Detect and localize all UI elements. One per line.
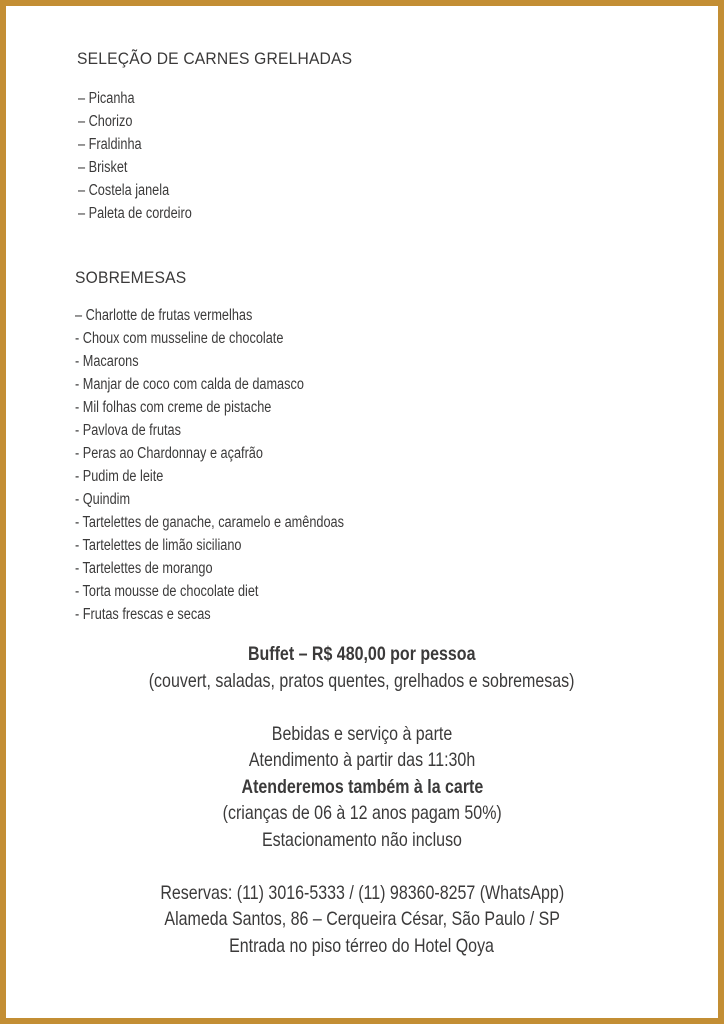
meat-item: – Chorizo bbox=[78, 113, 133, 130]
a-la-carte-note: Atenderemos também à la carte bbox=[241, 775, 483, 798]
dessert-item: – Charlotte de frutas vermelhas bbox=[75, 307, 253, 324]
buffet-price: Buffet – R$ 480,00 por pessoa bbox=[248, 643, 476, 665]
spacer bbox=[0, 853, 724, 880]
dessert-item: - Quindim bbox=[75, 491, 131, 508]
children-pricing-note: (crianças de 06 à 12 anos pagam 50%) bbox=[222, 802, 502, 824]
drinks-note: Bebidas e serviço à parte bbox=[271, 722, 453, 745]
spacer bbox=[0, 694, 724, 721]
entrance-note: Entrada no piso térreo do Hotel Qoya bbox=[229, 934, 495, 957]
dessert-item: - Choux com musseline de chocolate bbox=[75, 330, 284, 347]
dessert-item: - Mil folhas com creme de pistache bbox=[75, 399, 272, 416]
meats-list bbox=[78, 87, 217, 225]
dessert-item: - Macarons bbox=[75, 353, 139, 370]
dessert-item: - Frutas frescas e secas bbox=[75, 606, 211, 623]
pricing-info-block bbox=[0, 641, 724, 959]
meat-item: – Picanha bbox=[78, 90, 135, 107]
parking-note: Estacionamento não incluso bbox=[261, 828, 463, 851]
desserts-section-title bbox=[75, 268, 196, 288]
dessert-item: - Pavlova de frutas bbox=[75, 422, 181, 439]
dessert-item: - Pudim de leite bbox=[75, 468, 164, 485]
dessert-item: - Tartelettes de limão siciliano bbox=[75, 537, 242, 554]
meats-section-title bbox=[77, 49, 376, 69]
dessert-item: - Peras ao Chardonnay e açafrão bbox=[75, 445, 263, 462]
buffet-includes: (couvert, saladas, pratos quentes, grelhados e sobremesas) bbox=[149, 669, 575, 692]
reservations-phone: Reservas: (11) 3016-5333 / (11) 98360-8257 (WhatsApp) bbox=[160, 881, 564, 904]
meat-item: – Paleta de cordeiro bbox=[78, 205, 192, 222]
desserts-list bbox=[75, 304, 403, 626]
meat-item: – Brisket bbox=[78, 159, 128, 176]
dessert-item: - Torta mousse de chocolate diet bbox=[75, 583, 259, 600]
dessert-item: - Tartelettes de morango bbox=[75, 560, 213, 577]
meat-item: – Costela janela bbox=[78, 182, 170, 199]
meats-title-text: SELEÇÃO DE CARNES GRELHADAS bbox=[77, 49, 353, 68]
opening-hours: Atendimento à partir das 11:30h bbox=[248, 749, 476, 771]
dessert-item: - Tartelettes de ganache, caramelo e amêndoas bbox=[75, 514, 344, 531]
meat-item: – Fraldinha bbox=[78, 136, 142, 153]
desserts-title-text: SOBREMESAS bbox=[75, 268, 187, 287]
dessert-item: - Manjar de coco com calda de damasco bbox=[75, 376, 304, 393]
address: Alameda Santos, 86 – Cerqueira César, São Paulo / SP bbox=[164, 908, 560, 930]
